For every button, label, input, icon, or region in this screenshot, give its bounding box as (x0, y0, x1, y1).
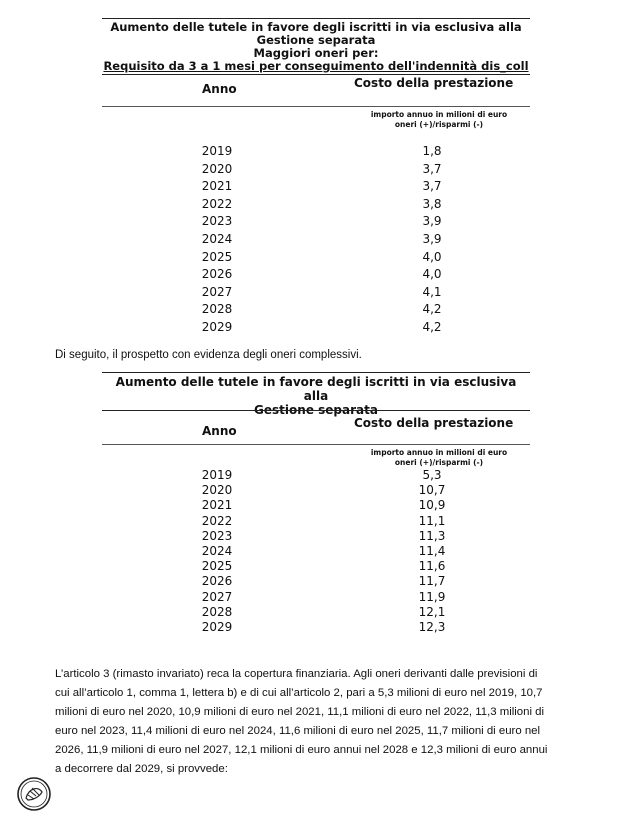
cost-cell: 11,6 (418, 559, 446, 574)
table-row (102, 605, 530, 620)
table-2-header-rule (102, 444, 530, 445)
table-row (102, 468, 530, 483)
cost-cell: 11,3 (418, 528, 446, 543)
table-row (102, 590, 530, 605)
table-row (102, 574, 530, 589)
table-2-unit-label (354, 448, 524, 467)
cost-cell: 11,7 (418, 574, 446, 589)
cost-cell: 11,9 (418, 589, 446, 604)
paragraph-line: a decorrere dal 2029, si provvede: (55, 763, 228, 775)
cost-cell: 12,1 (418, 604, 446, 619)
year-cell: 2023 (201, 214, 233, 229)
year-cell: 2022 (201, 513, 233, 528)
cost-cell: 4,1 (422, 284, 442, 299)
table-row (102, 162, 530, 180)
table-1-heading-rule (102, 74, 530, 75)
table-2-heading-line: Aumento delle tutele in favore degli iscritti in via esclusiva alla (115, 375, 517, 403)
table-row (102, 544, 530, 559)
table-1-unit-line: importo annuo in milioni di euro (370, 110, 508, 119)
table-2 (102, 370, 530, 650)
table-1-header-rule (102, 106, 530, 107)
year-cell: 2025 (201, 559, 233, 574)
year-cell: 2025 (201, 249, 233, 264)
table-row (102, 302, 530, 320)
table-2-unit-line: oneri (+)/risparmi (-) (394, 457, 484, 467)
year-cell: 2023 (201, 528, 233, 543)
cost-cell: 11,1 (418, 513, 446, 528)
year-cell: 2028 (201, 302, 233, 317)
table-row (102, 197, 530, 215)
table-2-top-rule (102, 372, 530, 373)
table-1-unit-label (354, 110, 524, 129)
year-cell: 2022 (201, 196, 233, 211)
year-cell: 2024 (201, 231, 233, 246)
cost-cell: 3,7 (422, 161, 442, 176)
cost-cell: 3,7 (422, 179, 442, 194)
table-2-col-year: Anno (202, 424, 237, 438)
table-1-unit-line: oneri (+)/risparmi (-) (394, 119, 484, 129)
year-cell: 2024 (201, 543, 233, 558)
table-1-col-cost: Costo della prestazione (354, 76, 514, 90)
table-1-top-rule (102, 18, 530, 19)
table-row (102, 559, 530, 574)
table-1-heading (102, 21, 530, 73)
table-1-heading-line: Maggiori oneri per: (253, 46, 379, 60)
year-cell: 2020 (201, 161, 233, 176)
table-row (102, 285, 530, 303)
cost-cell: 5,3 (422, 468, 442, 482)
table-2-rows (102, 468, 530, 635)
year-cell: 2029 (201, 619, 233, 634)
table-2-unit-line: importo annuo in milioni di euro (370, 448, 508, 457)
cost-cell: 11,4 (418, 543, 446, 558)
paragraph-line: cui all’articolo 1, comma 1, lettera b) e di cui all’articolo 2, pari a 5,3 milioni di euro nel 2019, 10,7 (55, 687, 543, 699)
seal-stamp-icon (16, 776, 52, 812)
paragraph-line: 2026, 11,9 milioni di euro nel 2027, 12,1 milioni di euro annui nel 2028 e 12,3 milioni di euro annui (55, 744, 548, 756)
paragraph-line: milioni di euro nel 2020, 10,9 milioni di euro nel 2021, 11,1 milioni di euro nel 2022, 11,3 milioni di (55, 706, 545, 718)
table-2-col-cost: Costo della prestazione (354, 416, 514, 430)
table-row (102, 320, 530, 338)
year-cell: 2029 (201, 319, 233, 334)
cost-cell: 3,8 (422, 196, 442, 211)
table-row (102, 179, 530, 197)
table-row (102, 514, 530, 529)
paragraph-line: euro nel 2023, 11,4 milioni di euro nel 2024, 11,6 milioni di euro nel 2025, 11,7 milioni di euro nel (55, 725, 541, 737)
table-1-col-year: Anno (202, 82, 237, 96)
cost-cell: 4,0 (422, 249, 442, 264)
table-row (102, 483, 530, 498)
table-1-rows (102, 144, 530, 338)
table-row (102, 250, 530, 268)
year-cell: 2021 (201, 179, 233, 194)
year-cell: 2026 (201, 267, 233, 282)
year-cell: 2026 (201, 574, 233, 589)
cost-cell: 4,2 (422, 319, 442, 334)
table-2-heading-rule (102, 410, 530, 411)
table-row (102, 144, 530, 162)
table-2-heading-line: Gestione separata (254, 403, 378, 417)
year-cell: 2020 (201, 483, 233, 498)
table-row (102, 529, 530, 544)
cost-cell: 3,9 (422, 231, 442, 246)
cost-cell: 4,0 (422, 267, 442, 282)
table-row (102, 267, 530, 285)
year-cell: 2028 (201, 604, 233, 619)
cost-cell: 1,8 (422, 144, 442, 158)
intro-text: Di seguito, il prospetto con evidenza degli oneri complessivi. (55, 349, 362, 361)
table-row (102, 620, 530, 635)
year-cell: 2019 (201, 144, 233, 158)
cost-cell: 12,3 (418, 619, 446, 634)
table-1-heading-line: Gestione separata (256, 33, 376, 47)
cost-cell: 10,7 (418, 483, 446, 498)
year-cell: 2027 (201, 589, 233, 604)
table-row (102, 232, 530, 250)
cost-cell: 10,9 (418, 498, 446, 513)
year-cell: 2027 (201, 284, 233, 299)
paragraph-line: L’articolo 3 (rimasto invariato) reca la copertura finanziaria. Agli oneri derivanti dalle previsioni di (55, 668, 538, 680)
year-cell: 2019 (201, 468, 233, 482)
cost-cell: 4,2 (422, 302, 442, 317)
table-row (102, 214, 530, 232)
cost-cell: 3,9 (422, 214, 442, 229)
table-1-heading-line: Requisito da 3 a 1 mesi per conseguimento dell'indennità dis_coll (103, 59, 529, 73)
year-cell: 2021 (201, 498, 233, 513)
table-row (102, 498, 530, 513)
table-1-heading-line: Aumento delle tutele in favore degli iscritti in via esclusiva alla (110, 20, 522, 34)
table-1 (102, 14, 530, 344)
closing-paragraph (55, 665, 547, 779)
